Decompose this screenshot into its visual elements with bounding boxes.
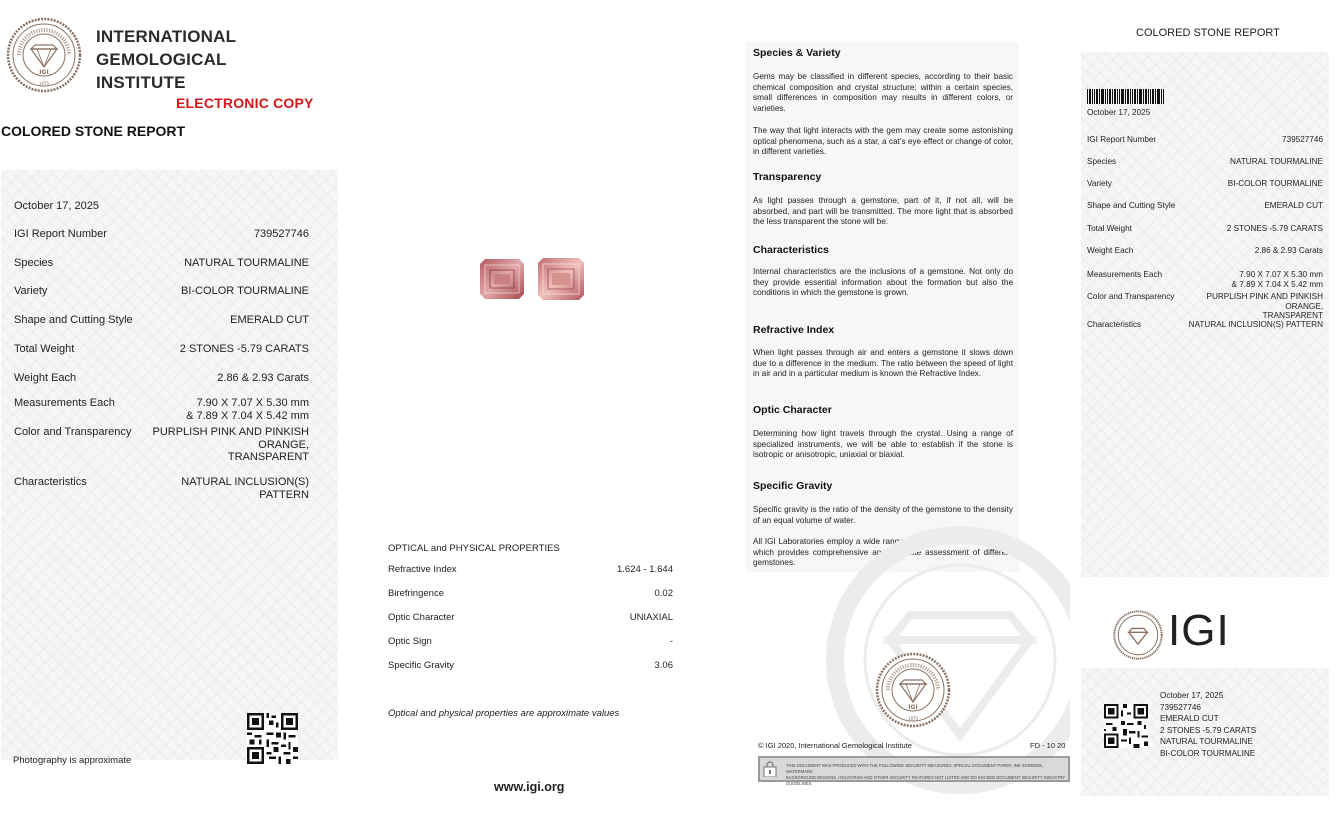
section-paragraph: Determining how light travels through the crystal. Using a range of specialized instruments, we will be able to establish if the stone is isotropic or anisotropic, uniaxial or biaxial. [753,429,1013,460]
section-heading: Species & Variety [753,47,841,59]
detail-value: 2.86 & 2.93 Carats [1254,246,1323,255]
detail-value-line: PATTERN [259,488,309,501]
detail-label: Measurements Each [14,397,115,409]
summary-shape: EMERALD CUT [1160,714,1219,723]
summary-weight: 2 STONES -5.79 CARATS [1160,725,1257,735]
detail-value-line: & 7.89 X 7.04 X 5.42 mm [186,409,309,422]
qr-code[interactable] [1104,704,1148,748]
igi-seal-logo [1113,610,1163,660]
section-paragraph: As light passes through a gemstone, part of it, if not all, will be absorbed, and part will be transmitted. The more light that is absorbed the less transparent the stone will be. [753,196,1013,227]
photography-note: Photography is approximate [13,755,132,766]
detail-value: BI-COLOR TOURMALINE [181,285,309,297]
detail-value: 2 STONES -5.79 CARATS [1226,224,1323,233]
detail-label: Color and Transparency [14,426,132,438]
detail-label: Total Weight [14,343,75,355]
gemstone-photo [538,258,584,300]
detail-value-line: TRANSPARENT [227,451,309,463]
detail-value: BI-COLOR TOURMALINE [1227,179,1323,188]
detail-value-line: 7.90 X 7.07 X 5.30 mm [196,397,309,409]
report-summary [1160,690,1256,759]
org-name-line1: INTERNATIONAL [96,27,237,46]
detail-label: Weight Each [14,372,77,384]
section-heading: Refractive Index [753,324,835,336]
summary-date: October 17, 2025 [1160,691,1224,700]
report-title: COLORED STONE REPORT [1136,27,1280,39]
detail-value-line: & 7.89 X 7.04 X 5.42 mm [1231,279,1323,289]
section-heading: Transparency [753,171,822,183]
section-paragraph: The way that light interacts with the gem may create some astonishing optical phenomena, such as a star, a cat’s eye effect or change of color, in different varieties. [753,126,1013,157]
optical-properties-title: OPTICAL and PHYSICAL PROPERTIES [388,543,560,554]
section-heading: Specific Gravity [753,480,833,492]
detail-value [1207,292,1323,321]
optical-label: Optic Sign [388,636,432,647]
detail-value-line: 7.90 X 7.07 X 5.30 mm [1239,270,1323,279]
detail-value: NATURAL TOURMALINE [1230,157,1323,166]
detail-value: 2.86 & 2.93 Carats [217,372,309,384]
seal-year: 1975 [38,81,50,86]
detail-label: Color and Transparency [1087,292,1175,301]
detail-value: 739527746 [1282,135,1323,144]
detail-value-line: PURPLISH PINK AND PINKISH [1206,292,1323,301]
detail-value [153,426,310,464]
seal-monogram: IGI [39,69,49,76]
igi-seal-logo [875,652,951,728]
optical-label: Optic Character [388,612,455,623]
barcode [1087,89,1164,104]
organization-name [96,25,236,94]
gemstone-photo [480,259,524,299]
detail-label: Total Weight [1087,224,1132,233]
summary-species: NATURAL TOURMALINE [1160,737,1253,746]
optical-value: 0.02 [654,588,673,599]
detail-label: Measurements Each [1087,270,1163,279]
detail-value: EMERALD CUT [1264,201,1323,210]
detail-label: Shape and Cutting Style [1087,201,1176,210]
optical-label: Refractive Index [388,564,457,575]
section-paragraph: All IGI Laboratories employ a wide range of state-of-the-art equipment, which provides comprehensive and accurate assessment of different gemstones. [753,537,1013,568]
detail-value-line: TRANSPARENT [1262,311,1323,320]
report-title: COLORED STONE REPORT [1,123,186,139]
electronic-copy-label: ELECTRONIC COPY [176,95,314,111]
optical-label: Specific Gravity [388,660,454,671]
detail-value-line: PURPLISH PINK AND PINKISH [152,426,309,438]
seal-monogram: IGI [908,704,918,711]
section-paragraph: Specific gravity is the ratio of the density of the gemstone to the density of an equal volume of water. [753,505,1013,525]
section-heading: Characteristics [753,244,829,256]
detail-value [186,397,309,422]
detail-label: IGI Report Number [14,228,107,240]
watermark-seal [820,470,1070,800]
igi-wordmark: IGI [1168,606,1230,655]
form-code: FD - 10 20 [1030,741,1066,750]
detail-label: Characteristics [1087,320,1142,329]
detail-value: NATURAL INCLUSION(S) PATTERN [1188,320,1323,329]
optical-value: - [669,636,673,647]
security-text-line: THIS DOCUMENT WAS PRODUCED WITH THE FOLLOWING SECURITY MEASURES: SPECIAL DOCUMENT PAPER, INK SCREENS, WATERMARK [786,763,1044,774]
detail-value-line: ORANGE, [1285,301,1323,311]
detail-label: Weight Each [1087,246,1134,255]
detail-value [181,476,309,501]
detail-label: Species [14,257,54,269]
optical-note: Optical and physical properties are approximate values [388,708,620,719]
org-name-line2: GEMOLOGICAL [96,50,227,69]
qr-code[interactable] [246,713,299,764]
optical-label: Birefringence [388,588,444,599]
detail-label: Species [1087,157,1117,166]
section-paragraph: Gems may be classified in different species, according to their basic chemical composition and crystal structure; within a certain species, small differences in composition may results in different colors, or varieties. [753,72,1013,113]
detail-label: Variety [1087,179,1112,188]
detail-label: Characteristics [14,476,87,488]
security-text [786,763,1066,787]
detail-value: 2 STONES -5.79 CARATS [179,343,309,355]
detail-value-line: NATURAL INCLUSION(S) [181,476,309,488]
report-date-value: October 17, 2025 [1087,108,1151,117]
detail-label: IGI Report Number [1087,135,1157,144]
section-paragraph: Internal characteristics are the inclusions of a gemstone. Not only do they provide essential information about the formation but also the conditions in which the gemstone is grown. [753,267,1013,298]
optical-value: 3.06 [654,660,673,671]
copyright-text: © IGI 2020, International Gemological Institute [758,741,912,750]
detail-value: EMERALD CUT [230,314,309,326]
summary-variety: BI-COLOR TOURMALINE [1160,748,1256,758]
detail-value-line: ORANGE, [258,438,309,451]
report-date-value: October 17, 2025 [14,200,100,212]
security-notice [758,756,1070,786]
optical-value: 1.624 - 1.644 [617,564,673,575]
lock-icon [763,761,777,777]
detail-value: NATURAL TOURMALINE [184,257,309,269]
optical-value: UNIAXIAL [629,612,673,623]
org-name-line3: INSTITUTE [96,73,186,92]
detail-label: Shape and Cutting Style [14,314,133,326]
detail-label: Variety [14,285,48,297]
detail-value [1232,270,1323,289]
security-text-line: BACKGROUND DESIGNS, HOLOGRAM AND OTHER SECURITY FEATURES NOT LISTED AND DO EXCEED DOCUMENT SECURITY INDUSTRY GUIDELINES. [786,775,1066,786]
summary-number: 739527746 [1160,702,1201,712]
detail-value: 739527746 [253,228,309,240]
section-paragraph: When light passes through air and enters a gemstone it slows down due to a difference in the medium. The ratio between the speed of light in air and in a particular medium is known the Refractive Index. [753,348,1013,379]
seal-year: 1975 [907,716,919,721]
igi-seal-logo [6,17,82,93]
website-link[interactable]: www.igi.org [494,780,565,794]
section-heading: Optic Character [753,404,832,416]
